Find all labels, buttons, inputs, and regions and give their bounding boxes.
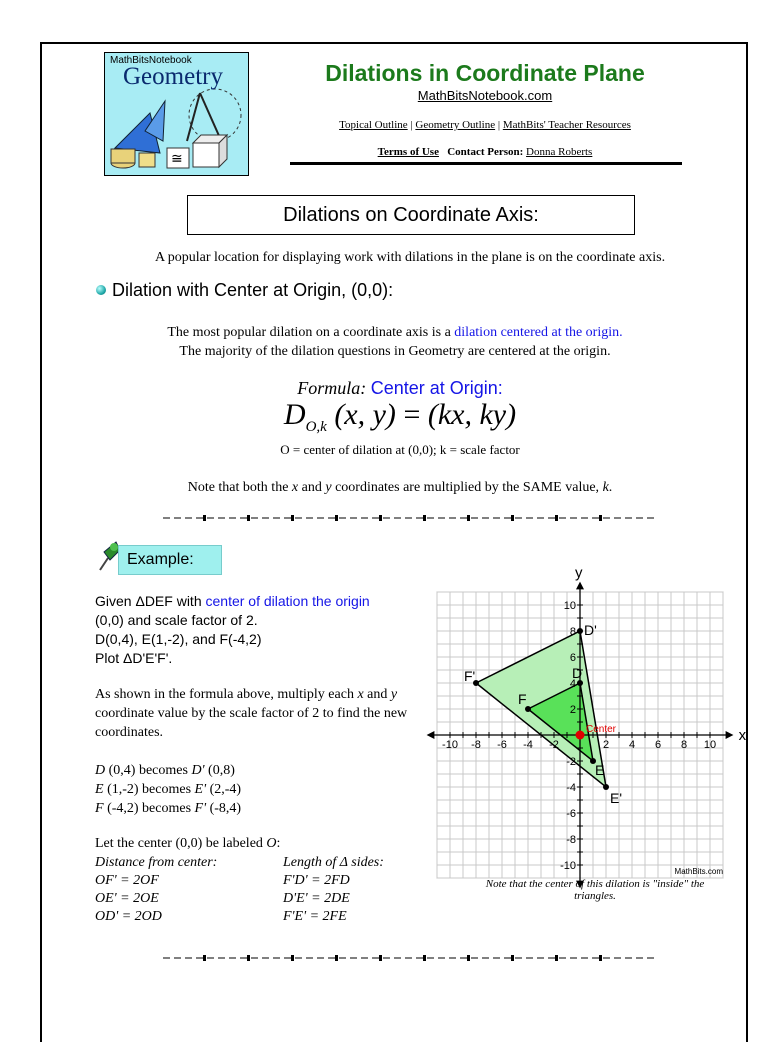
note-part-b: coordinates are multiplied by the SAME value, [331,480,603,495]
x-tick-label: -6 [497,739,507,751]
note-x: x [291,480,299,495]
mathbits-geometry-logo[interactable] [104,52,249,176]
paragraph-1 [40,325,750,341]
example-label: Example: [118,545,222,575]
dilation-formula [40,398,760,436]
y-tick-label: 6 [569,652,576,664]
formula-args: (x, y) [334,398,396,431]
to-coord: (2,-4) [206,782,242,797]
table-cell: F'E' = 2FE [283,909,347,924]
x-tick-label: 2 [602,739,610,751]
bullet-icon [96,285,106,295]
table-cell: OE' = 2OE [95,891,159,906]
table-row [95,891,384,909]
x-tick-label: 8 [680,739,688,751]
intro-text: A popular location for displaying work with dilations in the plane is on the coordinate axis. [154,250,666,265]
dashed-divider [163,514,657,522]
header-rule [290,162,682,165]
formula-center-label: Center at Origin: [370,378,503,398]
paragraph-1-text: The most popular dilation on a coordinate axis is a [167,325,455,340]
table-row [95,909,384,927]
dashed-divider-bottom [163,954,657,962]
from-coord: (-4,2) becomes [103,801,195,816]
contact-name-link[interactable]: Donna Roberts [526,146,593,158]
given-line-2: (0,0) and scale factor of 2. [95,612,258,628]
y-tick-label: -10 [560,860,576,872]
center-origin-link[interactable]: center of dilation the origin [205,593,370,609]
site-link[interactable]: MathBitsNotebook.com [417,88,553,103]
table-row [95,873,384,891]
center-label-end: : [276,836,281,851]
contact-label: Contact Person: [447,146,524,158]
teacher-resources-link[interactable]: MathBits' Teacher Resources [502,119,631,131]
table-header-row [95,855,384,873]
table-cell: OD' = 2OD [95,909,162,924]
point-f-label: F [518,691,527,707]
graph-caption: Note that the center of this dilation is "inside" the triangles. [485,878,705,902]
explain-x: x [357,687,364,702]
point-f-prime-label: F' [464,668,476,684]
x-axis-label: x [738,727,747,744]
x-tick-label: 4 [628,739,636,751]
point-d-prime-label: D' [584,622,597,638]
point-d-prime-dot [577,628,583,634]
x-tick-label: -2 [549,739,559,751]
x-tick-label: -4 [523,739,533,751]
point-e-prime-label: E' [610,790,623,806]
y-axis-arrow [576,582,584,590]
nav-links: Topical Outline | Geometry Outline | MathBits' Teacher Resources [339,119,631,131]
point-e-prime-dot [603,784,609,790]
note-text [40,480,760,496]
x-tick-label: -8 [471,739,481,751]
graph-watermark: MathBits.com [674,867,723,877]
formula-label [40,378,760,399]
x-tick-label: -10 [442,739,458,751]
y-tick-label: 4 [569,678,576,690]
note-k: k [602,480,609,495]
transform-row [95,799,241,818]
to-coord: (0,8) [204,763,235,778]
logo-word: Geometry [123,63,223,90]
y-tick-label: -8 [566,834,576,846]
table-header: Length of Δ sides: [283,855,384,870]
table-cell: D'E' = 2DE [283,891,350,906]
point-e-label: E [595,762,605,778]
y-tick-label: 10 [563,600,576,612]
terms-of-use-link[interactable]: Terms of Use [377,146,439,158]
y-tick-label: -6 [566,808,576,820]
center-dot [576,731,585,740]
given-block [95,592,370,668]
note-and: and [298,480,326,495]
formula-rhs: (kx, ky) [427,398,517,431]
explain-part-a: As shown in the formula above, multiply each [95,687,358,702]
table-cell: F'D' = 2FD [283,873,350,888]
to-point: F' [194,801,207,816]
subsection-heading: Dilation with Center at Origin, (0,0): [112,280,394,300]
from-coord: (0,4) becomes [105,763,192,778]
y-tick-label: -2 [566,756,576,768]
page-title: Dilations in Coordinate Plane [325,60,645,86]
given-line-1 [95,592,370,611]
center-label-o: O [266,836,277,851]
svg-text:≅: ≅ [171,151,183,167]
formula-subscript: O,k [305,419,327,435]
table-header: Distance from center: [95,855,218,870]
note-part-a: Note that both the [187,480,292,495]
explain-text [95,685,425,742]
explain-part-c: coordinate value by the scale factor of 2 to find the new coordinates. [95,706,408,740]
coordinate-graph [440,564,747,877]
formula-d: D [283,398,306,431]
transform-list [95,761,241,818]
given-text: Given ΔDEF with [95,593,206,609]
transform-row [95,761,241,780]
to-coord: (-8,4) [206,801,242,816]
transform-row [95,780,241,799]
contact-line [290,146,680,158]
from-point: F [95,801,104,816]
formula-word: Formula: [297,378,367,398]
formula-equals: = [403,398,421,431]
given-line-3: D(0,4), E(1,-2), and F(-4,2) [95,631,262,647]
y-tick-label: 2 [569,704,576,716]
point-d-label: D [572,665,583,681]
from-coord: (1,-2) becomes [103,782,195,797]
to-point: D' [191,763,205,778]
paragraph-2: The majority of the dilation questions in Geometry are centered at the origin. [179,344,611,359]
from-point: D [95,763,106,778]
center-label-a: Let the center (0,0) be labeled [95,836,267,851]
dilation-origin-link[interactable]: dilation centered at the origin. [454,325,623,340]
y-tick-label: 8 [569,626,576,638]
formula-legend: O = center of dilation at (0,0); k = scale factor [280,442,520,457]
center-label-text [95,836,280,852]
x-tick-label: 6 [654,739,662,751]
given-line-4: Plot ΔD'E'F'. [95,650,173,666]
x-tick-label: 10 [703,739,717,751]
table-cell: OF' = 2OF [95,873,159,888]
ratio-table [95,855,384,927]
section-title: Dilations on Coordinate Axis: [187,195,635,235]
from-point: E [95,782,104,797]
topical-outline-link[interactable]: Topical Outline [339,119,408,131]
explain-part-b: and [363,687,391,702]
note-y: y [325,480,332,495]
to-point: E' [194,782,207,797]
note-end: . [608,480,613,495]
y-tick-label: -4 [566,782,576,794]
y-axis-label: y [575,564,583,582]
geometry-outline-link[interactable]: Geometry Outline [415,119,496,131]
logo-brand-text: MathBitsNotebook [110,55,192,66]
center-label: Center [586,724,617,735]
explain-y: y [390,687,398,702]
